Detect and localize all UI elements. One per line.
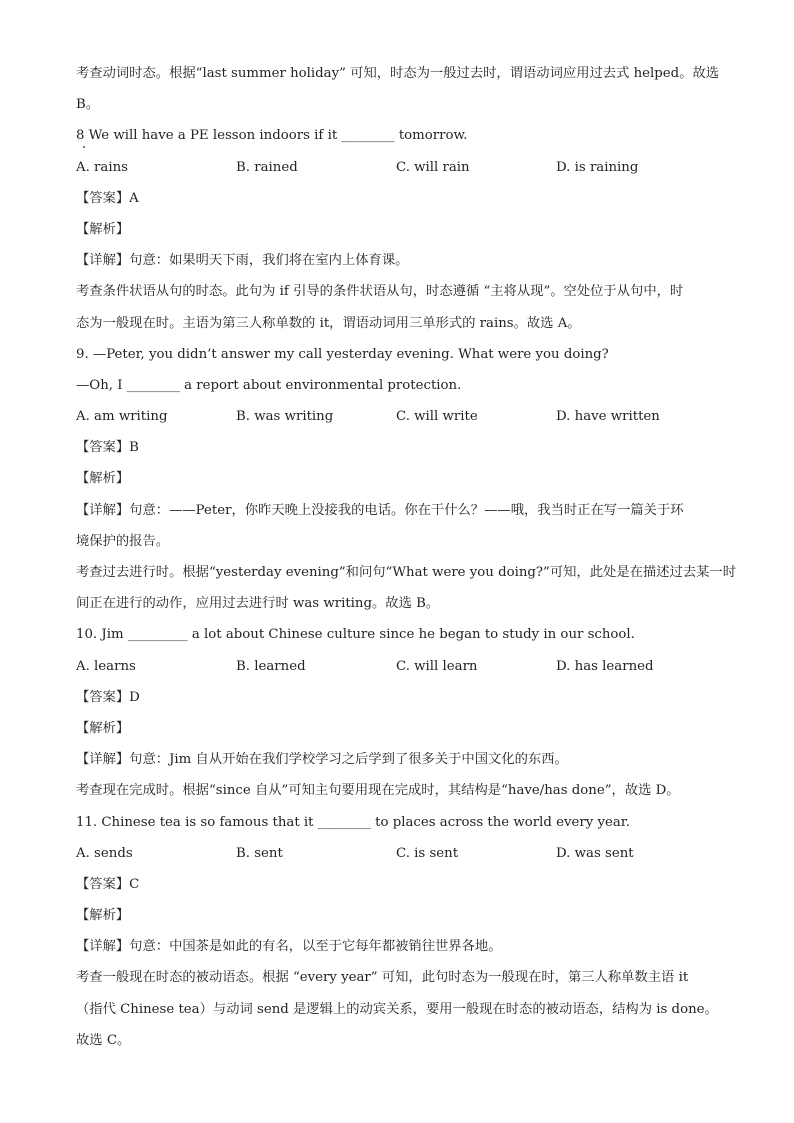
document-body xyxy=(76,58,737,1056)
text-line: 【解析】 xyxy=(76,221,130,237)
text-line: 9. —Peter, you didn’t answer my call yesterday evening. What were you doing? xyxy=(76,346,609,362)
text-line: 【解析】 xyxy=(76,720,130,736)
text-line: B。 xyxy=(76,97,100,113)
text-line: 8 We will have a PE lesson indoors if it ________ tomorrow. xyxy=(76,128,468,144)
text-line: 境保护的报告。 xyxy=(76,533,170,549)
text-line: （指代 Chinese tea）与动词 send 是逻辑上的动宾关系，要用一般现在时态的被动语态，结构为 is done。 xyxy=(76,1001,718,1017)
text-line: 考查一般现在时态的被动语态。根据 “every year” 可知，此句时态为一般现在时，第三人称单数主语 it xyxy=(76,970,689,986)
answer-option: C. will rain xyxy=(396,159,470,175)
answer-option: D. was sent xyxy=(556,845,634,861)
answer-option: B. was writing xyxy=(236,409,334,425)
text-line: 间正在进行的动作，应用过去进行时 was writing。故选 B。 xyxy=(76,596,440,612)
answer-option: D. has learned xyxy=(556,658,654,674)
text-line: 【答案】C xyxy=(76,876,140,892)
stray-dot xyxy=(83,146,85,148)
answer-option: B. sent xyxy=(236,845,283,861)
text-line: 【详解】句意：中国茶是如此的有名，以至于它每年都被销往世界各地。 xyxy=(76,939,502,955)
answer-options xyxy=(76,651,716,682)
text-line: 【答案】D xyxy=(76,689,140,705)
text-line: 11. Chinese tea is so famous that it ________ to places across the world every year. xyxy=(76,814,630,830)
text-line: 考查动词时态。根据“last summer holiday” 可知，时态为一般过去时，谓语动词应用过去式 helped。故选 xyxy=(76,66,720,81)
answer-option: B. rained xyxy=(236,159,298,175)
text-line: 【详解】句意：Jim 自从开始在我们学校学习之后学到了很多关于中国文化的东西。 xyxy=(76,752,568,768)
text-line: —Oh, I ________ a report about environmental protection. xyxy=(76,377,462,393)
answer-option: C. will write xyxy=(396,409,478,425)
text-line: 【答案】A xyxy=(76,190,139,206)
text-line: 故选 C。 xyxy=(76,1032,131,1048)
text-line: 【解析】 xyxy=(76,908,130,924)
text-line: 【答案】B xyxy=(76,440,139,456)
answer-option: D. is raining xyxy=(556,159,639,175)
text-line: 考查过去进行时。根据“yesterday evening”和问句“What were you doing?”可知，此处是在描述过去某一时 xyxy=(76,565,737,580)
text-line: 考查现在完成时。根据“since 自从”可知主句要用现在完成时，其结构是“have/has done”，故选 D。 xyxy=(76,783,680,799)
answer-option: B. learned xyxy=(236,658,306,674)
answer-option: D. have written xyxy=(556,409,660,425)
answer-option: A. rains xyxy=(76,159,128,175)
answer-option: A. am writing xyxy=(76,409,168,425)
answer-option: C. is sent xyxy=(396,845,459,861)
answer-options xyxy=(76,838,716,869)
answer-option: A. learns xyxy=(76,658,136,674)
text-line: 【详解】句意：如果明天下雨，我们将在室内上体育课。 xyxy=(76,253,409,269)
answer-options xyxy=(76,401,716,432)
text-line: 【详解】句意：——Peter，你昨天晚上没接我的电话。你在干什么？——哦，我当时正在写一篇关于环 xyxy=(76,502,684,518)
text-line: 态为一般现在时。主语为第三人称单数的 it，谓语动词用三单形式的 rains。故选 A。 xyxy=(76,315,581,331)
answer-option: A. sends xyxy=(76,845,133,861)
text-line: 考查条件状语从句的时态。此句为 if 引导的条件状语从句，时态遵循 “主将从现”。空处位于从句中，时 xyxy=(76,284,684,300)
answer-options xyxy=(76,152,716,183)
answer-option: C. will learn xyxy=(396,658,478,674)
text-line: 【解析】 xyxy=(76,471,130,487)
text-line: 10. Jim _________ a lot about Chinese culture since he began to study in our school. xyxy=(76,627,635,643)
